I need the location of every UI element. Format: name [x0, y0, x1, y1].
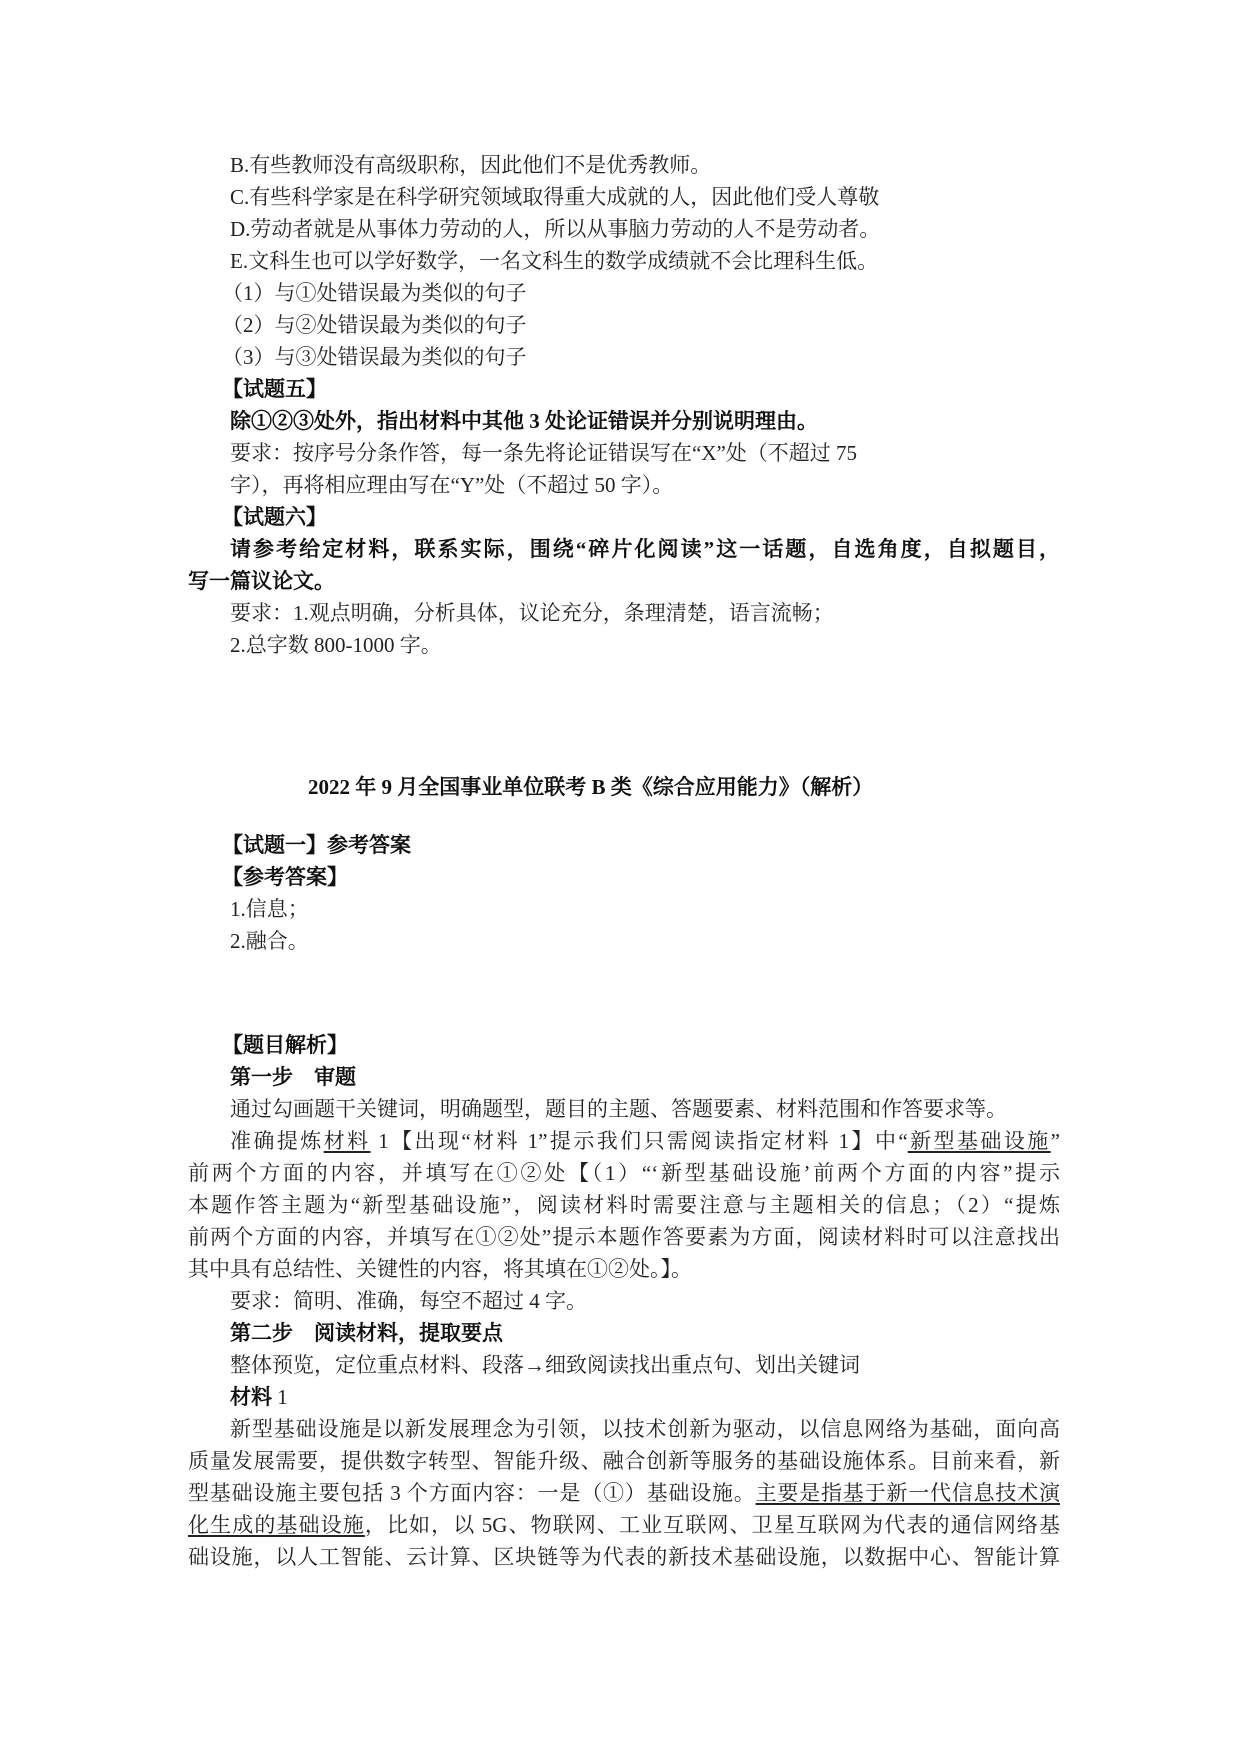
answer-heading: 【参考答案】: [222, 865, 348, 889]
material-line: 质量发展需要，提供数字转型、智能升级、融合创新等服务的基础设施体系。目前来看，新: [188, 1449, 1060, 1473]
material-line: 础设施，以人工智能、云计算、区块链等为代表的新技术基础设施，以数据中心、智能计算: [188, 1545, 1060, 1569]
answer-item: 1.信息；: [230, 897, 309, 921]
question6-requirement-line: 要求：1.观点明确，分析具体，议论充分，条理清楚，语言流畅；: [230, 601, 834, 625]
question6-prompt-line: 写一篇议论文。: [188, 569, 335, 593]
question6-heading: 【试题六】: [222, 505, 327, 529]
material-line: [188, 1509, 1060, 1541]
question5-prompt: 除①②③处外，指出材料中其他 3 处论证错误并分别说明理由。: [230, 409, 818, 433]
answer-item: 2.融合。: [230, 929, 309, 953]
step1-para-line: 其中具有总结性、关键性的内容，将其填在①②处。】。: [188, 1257, 692, 1281]
material-label-number: 1: [272, 1385, 288, 1409]
text: ”: [1050, 1129, 1060, 1153]
underlined-text: 材料: [323, 1129, 371, 1153]
step1-para-line: 本题作答主题为“新型基础设施”，阅读材料时需要注意与主题相关的信息；（2）“提炼: [188, 1193, 1060, 1217]
task-2: （2）与②处错误最为类似的句子: [222, 313, 527, 337]
underlined-text: 新型基础设施: [907, 1129, 1051, 1153]
step1-heading: 第一步 审题: [230, 1065, 356, 1089]
question5-heading: 【试题五】: [222, 377, 327, 401]
q1-heading: 【试题一】参考答案: [222, 833, 411, 857]
answer-section: [188, 829, 1060, 957]
step1-requirement: 要求：简明、准确，每空不超过 4 字。: [230, 1289, 587, 1313]
text: 准确提炼: [230, 1129, 324, 1153]
material-label-text: 材料: [230, 1385, 272, 1409]
step1-para-line: 前两个方面的内容，并填写在①②处”提示本题作答要素为方面，阅读材料时可以注意找出: [188, 1225, 1060, 1249]
option-c: C.有些科学家是在科学研究领域取得重大成就的人，因此他们受人尊敬: [230, 185, 880, 209]
underlined-text: 主要是指基于新一代信息技术演: [755, 1481, 1060, 1505]
question5-requirement-line: 字），再将相应理由写在“Y”处（不超过 50 字）。: [230, 473, 674, 497]
question6-requirement-line: 2.总字数 800-1000 字。: [230, 633, 442, 657]
option-e: E.文科生也可以学好数学，一名文科生的数学成绩就不会比理科生低。: [230, 249, 879, 273]
option-d: D.劳动者就是从事体力劳动的人，所以从事脑力劳动的人不是劳动者。: [230, 217, 881, 241]
material-line: [188, 1477, 1060, 1509]
step1-intro: 通过勾画题干关键词，明确题型，题目的主题、答题要素、材料范围和作答要求等。: [230, 1097, 1007, 1121]
question6-prompt-line: 请参考给定材料，联系实际，围绕“碎片化阅读”这一话题，自选角度，自拟题目，: [230, 537, 1060, 561]
text: ，比如，以 5G、物联网、工业互联网、卫星互联网为代表的通信网络基: [364, 1513, 1060, 1537]
text: 1【出现“材料 1”提示我们只需阅读指定材料 1】中“: [370, 1129, 908, 1153]
exam-questions-section: [188, 149, 1060, 661]
material-label: [188, 1381, 1060, 1413]
task-1: （1）与①处错误最为类似的句子: [222, 281, 527, 305]
option-b: B.有些教师没有高级职称，因此他们不是优秀教师。: [230, 153, 712, 177]
material-line: 新型基础设施是以新发展理念为引领，以技术创新为驱动，以信息网络为基础，面向高: [230, 1417, 1060, 1441]
step1-para-line: 前两个方面的内容，并填写在①②处【（1）“‘新型基础设施’前两个方面的内容”提示: [188, 1161, 1060, 1185]
step2-heading: 第二步 阅读材料，提取要点: [230, 1321, 503, 1345]
step1-para-line: [188, 1125, 1060, 1157]
text: 型基础设施主要包括 3 个方面内容：一是（①）基础设施。: [188, 1481, 756, 1505]
parse-heading: 【题目解析】: [222, 1033, 348, 1057]
task-3: （3）与③处错误最为类似的句子: [222, 345, 527, 369]
parse-section: [188, 1029, 1060, 1573]
step2-intro: 整体预览，定位重点材料、段落→细致阅读找出重点句、划出关键词: [230, 1353, 860, 1377]
analysis-title: 2022 年 9 月全国事业单位联考 B 类《综合应用能力》（解析）: [308, 775, 874, 799]
underlined-text: 化生成的基础设施: [188, 1513, 365, 1537]
question5-requirement-line: 要求：按序号分条作答，每一条先将论证错误写在“X”处（不超过 75: [230, 441, 858, 465]
